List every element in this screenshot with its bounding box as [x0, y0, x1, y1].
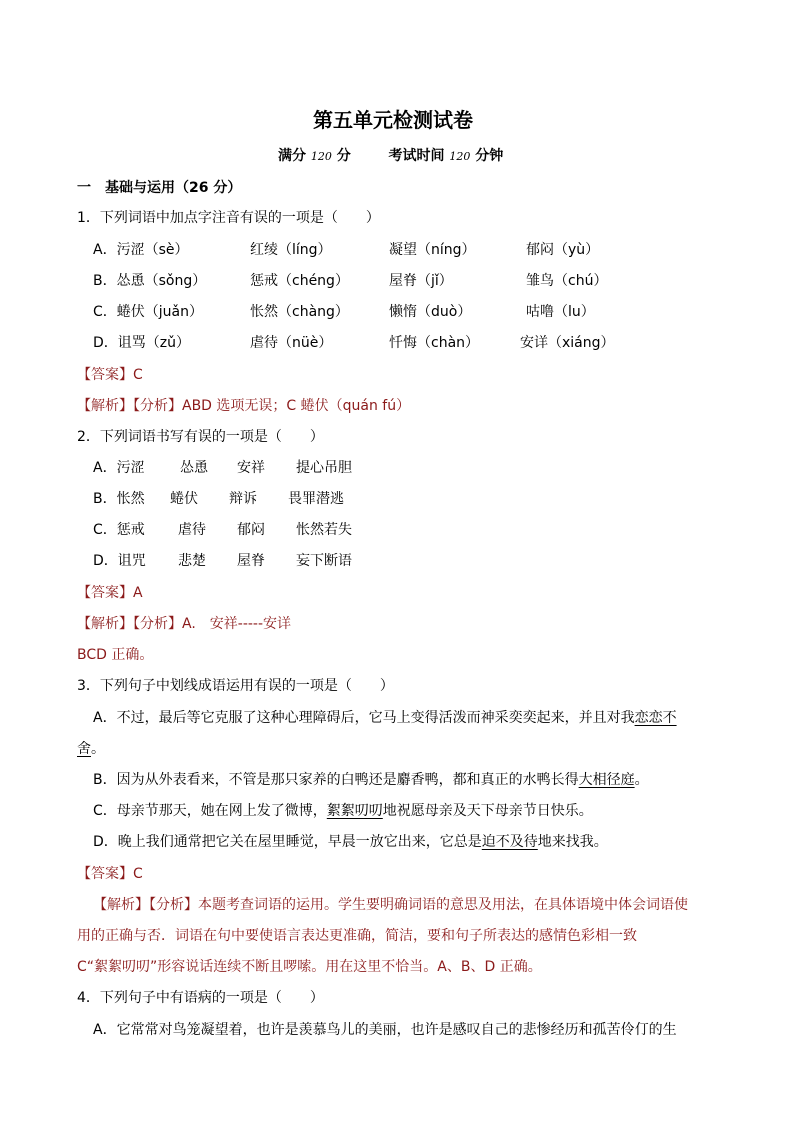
q1-option-d-2: 虐待（nüè）: [250, 335, 333, 351]
q1-option-b-4: 雏鸟（chú）: [526, 273, 608, 289]
q2-analysis-continued: BCD 正确。: [77, 647, 154, 663]
q3-option-b: [93, 769, 649, 789]
q2-option-c-3: 郁闷: [237, 522, 265, 538]
q1-option-c-3: 懒惰（duò）: [389, 304, 472, 320]
option-text: B．因为从外表看来，不管是那只家养的白鸭还是麝香鸭，都和真正的水鸭长得: [93, 772, 579, 788]
q2-option-d-3: 屋脊: [237, 553, 265, 569]
question-4-stem: 4．下列句子中有语病的一项是（ ）: [77, 990, 324, 1006]
q4-option-a: A．它常常对鸟笼凝望着，也许是羡慕鸟儿的美丽，也许是感叹自己的悲惨经历和孤苦伶仃的生: [93, 1022, 677, 1038]
section-heading: 一 基础与运用（26 分）: [77, 180, 242, 196]
q2-option-c-2: 虐待: [178, 522, 206, 538]
answer-value: C: [133, 367, 143, 383]
underlined-idiom: 舍: [77, 741, 91, 757]
q1-option-d-4: 安详（xiáng）: [520, 335, 615, 351]
q1-option-a-1: A．污涩（sè）: [93, 242, 189, 258]
answer-tag: 【答案】: [77, 585, 133, 601]
q1-option-c-1: C．蜷伏（juǎn）: [93, 304, 203, 320]
q3-option-a-continued: [77, 738, 105, 758]
analysis-tag: 【解析】【分析】: [77, 616, 182, 632]
analysis-tag: 【解析】【分析】: [77, 398, 182, 414]
option-text: C．母亲节那天，她在网上发了微博，: [93, 803, 327, 819]
q1-option-b-2: 惩戒（chéng）: [250, 273, 349, 289]
question-1-stem: 1．下列词语中加点字注音有误的一项是（ ）: [77, 210, 380, 226]
option-text: 。: [91, 741, 105, 757]
underlined-idiom: 恋恋不: [634, 710, 677, 726]
q1-option-a-3: 凝望（níng）: [389, 242, 476, 258]
q2-option-b-1: B．怅然: [93, 491, 145, 507]
analysis-tag: 【解析】【分析】: [93, 897, 198, 913]
analysis-text: A. 安祥-----安详: [182, 616, 292, 632]
q1-option-b-1: B．怂恿（sǒng）: [93, 273, 207, 289]
exam-info: [278, 145, 503, 165]
q2-option-b-2: 蜷伏: [170, 491, 198, 507]
q1-option-b-3: 屋脊（jǐ）: [389, 273, 453, 289]
q1-option-c-2: 怅然（chàng）: [250, 304, 349, 320]
q3-option-a: [93, 707, 677, 727]
option-text: 地祝愿母亲及天下母亲节日快乐。: [382, 803, 593, 819]
option-text: 地来找我。: [537, 834, 608, 850]
answer-value: C: [133, 866, 143, 882]
answer-tag: 【答案】: [77, 367, 133, 383]
q1-answer: [77, 364, 143, 384]
answer-value: A: [133, 585, 143, 601]
q2-option-d-1: D．诅咒: [93, 553, 146, 569]
time-value: 120: [449, 150, 471, 163]
q2-option-a-1: A．污涩: [93, 460, 145, 476]
q2-option-b-4: 畏罪潜逃: [288, 491, 344, 507]
q3-option-c: [93, 800, 593, 820]
q3-answer: [77, 863, 143, 883]
q1-analysis: [77, 395, 410, 415]
option-text: 。: [634, 772, 649, 788]
q1-option-c-4: 咕噜（lu）: [526, 304, 595, 320]
question-3-stem: 3．下列句子中划线成语运用有误的一项是（ ）: [77, 678, 394, 694]
q1-option-d-1: D．诅骂（zǔ）: [93, 335, 191, 351]
answer-tag: 【答案】: [77, 866, 133, 882]
q3-analysis-line-3: C“絮絮叨叨”形容说话连续不断且啰嗦。用在这里不恰当。A、B、D 正确。: [77, 959, 542, 975]
page-title: 第五单元检测试卷: [313, 108, 473, 132]
q3-option-d: [93, 831, 608, 851]
q2-option-a-4: 提心吊胆: [296, 460, 352, 476]
q1-option-a-4: 郁闷（yù）: [526, 242, 600, 258]
q2-option-d-2: 悲楚: [178, 553, 206, 569]
q2-option-a-3: 安祥: [237, 460, 265, 476]
score-label: 满分: [278, 148, 306, 164]
q2-option-c-4: 怅然若失: [296, 522, 352, 538]
underlined-idiom: 迫不及待: [481, 834, 538, 850]
score-unit: 分: [336, 148, 351, 164]
q2-option-b-3: 辩诉: [229, 491, 257, 507]
underlined-idiom: 絮絮叨叨: [326, 803, 383, 819]
option-text: D．晚上我们通常把它关在屋里睡觉，早晨一放它出来，它总是: [93, 834, 482, 850]
score-value: 120: [310, 150, 332, 163]
q1-option-a-2: 红绫（líng）: [250, 242, 332, 258]
q3-analysis-line-2: 用的正确与否．词语在句中要使语言表达更准确，简洁，要和句子所表达的感情色彩相一致: [77, 928, 637, 944]
analysis-text: ABD 选项无误；C 蜷伏（quán fú）: [182, 398, 411, 414]
q2-option-c-1: C．惩戒: [93, 522, 145, 538]
q2-option-d-4: 妄下断语: [296, 553, 352, 569]
underlined-idiom: 大相径庭: [578, 772, 635, 788]
time-label: 考试时间: [388, 148, 445, 164]
option-text: A．不过，最后等它克服了这种心理障碍后，它马上变得活泼而神采奕奕起来，并且对我: [93, 710, 635, 726]
analysis-text: 本题考查词语的运用。学生要明确词语的意思及用法，在具体语境中体会词语使: [198, 897, 688, 913]
q1-option-d-3: 忏悔（chàn）: [389, 335, 480, 351]
q2-answer: [77, 582, 143, 602]
q3-analysis: [93, 894, 688, 914]
time-unit: 分钟: [475, 148, 504, 164]
q2-analysis: [77, 613, 291, 633]
question-2-stem: 2．下列词语书写有误的一项是（ ）: [77, 429, 324, 445]
q2-option-a-2: 怂恿: [180, 460, 208, 476]
